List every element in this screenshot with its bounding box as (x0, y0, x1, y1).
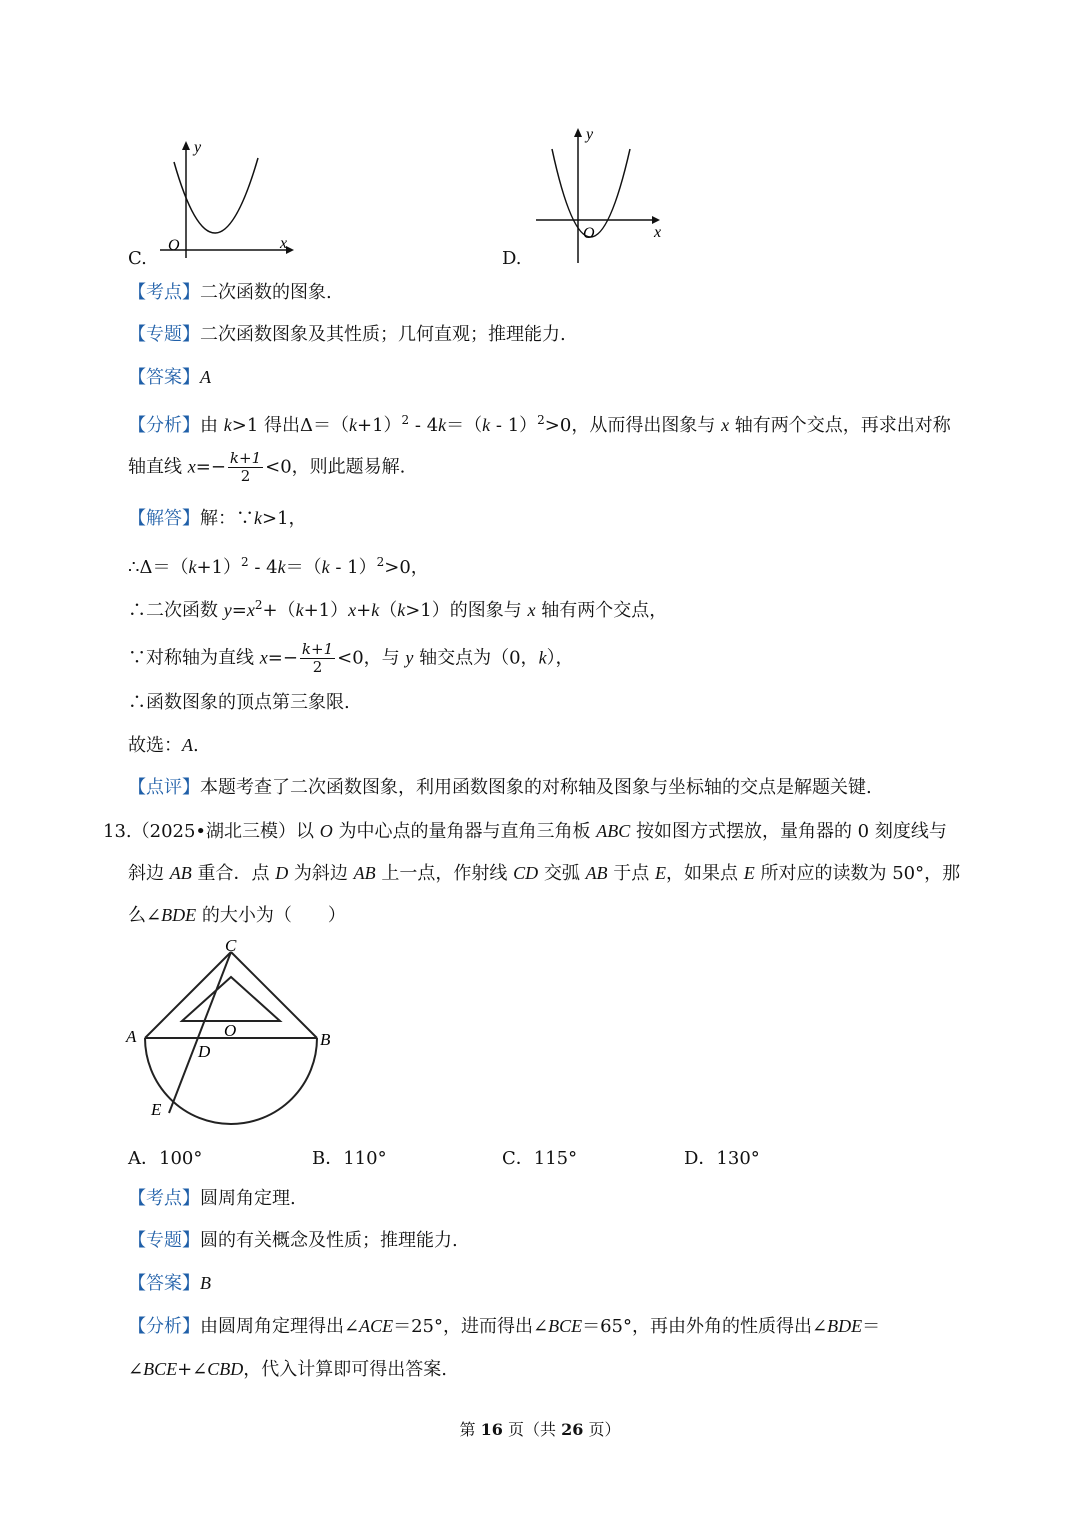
q12-daan: 【答案】A (128, 367, 211, 388)
q12-zhuanti: 【专题】二次函数图象及其性质；几何直观；推理能力. (128, 324, 566, 345)
q13-kaodian: 【考点】圆周角定理. (128, 1188, 296, 1209)
page-footer: 第 16 页（共 26 页） (459, 1420, 621, 1439)
q12-jieda-line4: ∵对称轴为直线 x=− $\frac{k+1}{2}$ <0，与 y 轴交点为（0，k）， (128, 640, 574, 676)
origin-label: O (583, 225, 595, 242)
point-c-label: C (225, 936, 237, 955)
origin-label: O (168, 237, 180, 254)
point-o-label: O (224, 1021, 237, 1040)
q12-dianping: 【点评】本题考查了二次函数图象，利用函数图象的对称轴及图象与坐标轴的交点是解题关键. (128, 777, 872, 798)
page-number: 16 (480, 1420, 503, 1439)
q12-jieda-line1: 【解答】解：∵k>1， (128, 508, 307, 529)
axis-x-label: x (280, 235, 288, 252)
q13-fenxi-line2: ∠BCE+∠CBD，代入计算即可得出答案. (128, 1359, 447, 1380)
option-b[interactable]: B．110° (312, 1148, 387, 1169)
graph-d (530, 125, 670, 265)
q13-stem-line3: 么∠BDE 的大小为（ ） (128, 905, 346, 926)
option-c[interactable]: C．115° (502, 1148, 578, 1169)
page-total: 26 (561, 1420, 584, 1439)
option-d[interactable]: D．130° (684, 1148, 760, 1169)
graph-c (150, 138, 300, 260)
q13-figure (120, 935, 350, 1125)
q13-stem-line2: 斜边 AB 重合．点 D 为斜边 AB 上一点，作射线 CD 交弧 AB 于点 E，如果点 E 所对应的读数为 50°，那 (128, 863, 961, 884)
q12-fenxi-line2: 轴直线 x=− $\frac{k+1}{2}$ <0，则此题易解. (128, 449, 406, 485)
q12-fenxi-line1: 【分析】由 k>1 得出$\Delta=(k+1)^2 - 4k=(k - 1)^2>0$，从而得出图象与 x 轴有两个交点，再求出对称 (128, 413, 951, 436)
point-b-label: B (320, 1030, 331, 1049)
fraction: $\frac{k+1}{2}$ (301, 640, 334, 676)
fraction: $\frac{k+1}{2}$ (229, 449, 262, 485)
q12-jieda-line6: 故选：A. (128, 735, 199, 756)
q13-daan: 【答案】B (128, 1273, 211, 1294)
q13-fenxi-line1: 【分析】由圆周角定理得出∠ACE＝25°，进而得出∠BCE＝65°，再由外角的性质得出∠BDE＝ (128, 1316, 881, 1337)
axis-y-label: y (194, 139, 202, 156)
axis-y-label: y (586, 126, 594, 143)
point-a-label: A (126, 1027, 137, 1046)
point-d-label: D (198, 1042, 211, 1061)
q12-kaodian: 【考点】二次函数的图象. (128, 282, 332, 303)
q12-jieda-line2: $\therefore\Delta=(k+1)^2 - 4k=(k - 1)^2>0$， (128, 555, 429, 578)
q13-zhuanti: 【专题】圆的有关概念及性质；推理能力. (128, 1230, 458, 1251)
graph-c-label: C. (128, 248, 147, 269)
point-e-label: E (151, 1100, 162, 1119)
q12-jieda-line5: ∴函数图象的顶点第三象限. (128, 692, 350, 713)
option-a[interactable]: A．100° (128, 1148, 203, 1169)
q13-stem-line1: 13.（2025•湖北三模）以 O 为中心点的量角器与直角三角板 ABC 按如图方式摆放，量角器的 0 刻度线与 (103, 821, 947, 842)
graph-d-label: D. (502, 248, 522, 269)
axis-x-label: x (654, 224, 662, 241)
q12-jieda-line3: ∴二次函数 $y=x^2+(k+1)x+k(k>1)$的图象与 x 轴有两个交点， (128, 598, 668, 621)
